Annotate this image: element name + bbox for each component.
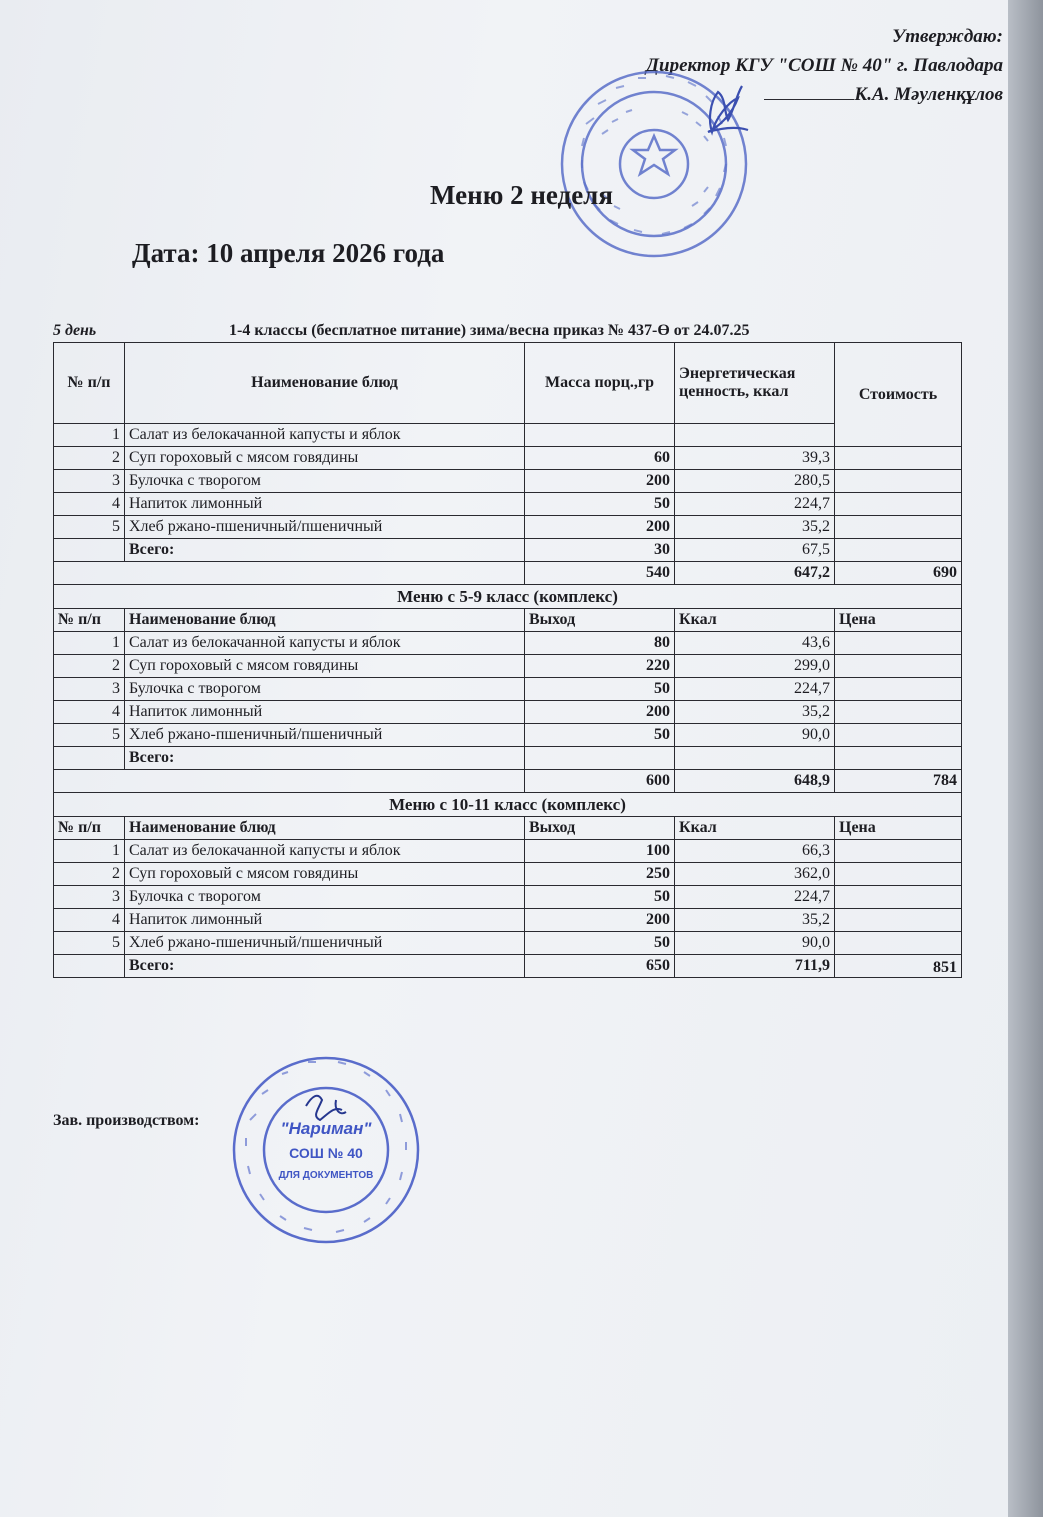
table-row: 5 Хлеб ржано-пшеничный/пшеничный 50 90,0 [54, 932, 962, 955]
table-row: 3 Булочка с творогом 200 280,5 [54, 470, 962, 493]
total-label: Всего: [125, 747, 525, 770]
section2-columns: № п/п Наименование блюд Выход Ккал Цена [54, 609, 962, 632]
menu-table-block [53, 322, 961, 978]
col-dish-name: Наименование блюд [125, 343, 525, 424]
cook-stamp-school: СОШ № 40 [289, 1145, 363, 1161]
table-background [1008, 0, 1043, 1517]
table-row: 1 Салат из белокачанной капусты и яблок 80 43,6 [54, 632, 962, 655]
total-label: Всего: [125, 539, 525, 562]
section2-title-row [54, 585, 962, 609]
col-energy: Энергетическая ценность, ккал [675, 343, 835, 424]
col-number: № п/п [54, 343, 125, 424]
table-row: 2 Суп гороховый с мясом говядины 250 362,0 [54, 863, 962, 886]
section1-header: 1-4 классы (бесплатное питание) зима/весна приказ № 437-Ө от 24.07.25 [229, 322, 750, 339]
approval-position: Директор КГУ "СОШ № 40" г. Павлодара [646, 55, 1003, 76]
table-row: 4 Напиток лимонный 200 35,2 [54, 909, 962, 932]
day-label: 5 день [53, 322, 97, 339]
table-row: 1 Салат из белокачанной капусты и яблок 100 66,3 [54, 840, 962, 863]
table-row: 4 Напиток лимонный 50 224,7 [54, 493, 962, 516]
table-row: 3 Булочка с творогом 50 224,7 [54, 678, 962, 701]
table-row: 2 Суп гороховый с мясом говядины 220 299,0 [54, 655, 962, 678]
cook-stamp-name: "Нариман" [280, 1119, 372, 1138]
section3-title-row [54, 793, 962, 817]
section2-header: Меню с 5-9 класс (комплекс) [54, 585, 962, 609]
approval-title: Утверждаю: [892, 26, 1003, 47]
section1-caption [53, 322, 961, 342]
total-label: Всего: [125, 955, 525, 978]
table-row: 1 Салат из белокачанной капусты и яблок [54, 424, 962, 447]
production-manager-label: Зав. производством: [53, 1112, 200, 1129]
total-price: 784 [835, 770, 962, 793]
table-row: Всего: 30 67,5 [54, 539, 962, 562]
cook-stamp [226, 1050, 426, 1250]
total-price: 690 [835, 562, 962, 585]
table-row: 4 Напиток лимонный 200 35,2 [54, 701, 962, 724]
director-name: К.А. Мәуленқұлов [854, 84, 1003, 105]
total-row: Всего: 650 711,9 851 [54, 955, 962, 978]
total-price: 851 [835, 955, 962, 978]
table-row: 5 Хлеб ржано-пшеничный/пшеничный 200 35,2 [54, 516, 962, 539]
section3-header: Меню с 10-11 класс (комплекс) [54, 793, 962, 817]
cook-stamp-docs: ДЛЯ ДОКУМЕНТОВ [278, 1170, 374, 1181]
table-row: 2 Суп гороховый с мясом говядины 60 39,3 [54, 447, 962, 470]
total-row: 600 648,9 784 [54, 770, 962, 793]
page-title: Меню 2 неделя [430, 180, 613, 210]
total-row: 540 647,2 690 [54, 562, 962, 585]
menu-table [53, 342, 962, 978]
section3-columns: № п/п Наименование блюд Выход Ккал Цена [54, 817, 962, 840]
menu-date: Дата: 10 апреля 2026 года [132, 238, 445, 268]
school-seal [546, 64, 766, 264]
col-mass: Масса порц.,гр [525, 343, 675, 424]
col-cost: Стоимость [835, 343, 962, 447]
table-row: 3 Булочка с творогом 50 224,7 [54, 886, 962, 909]
table-row: 5 Хлеб ржано-пшеничный/пшеничный 50 90,0 [54, 724, 962, 747]
table-row [54, 747, 962, 770]
